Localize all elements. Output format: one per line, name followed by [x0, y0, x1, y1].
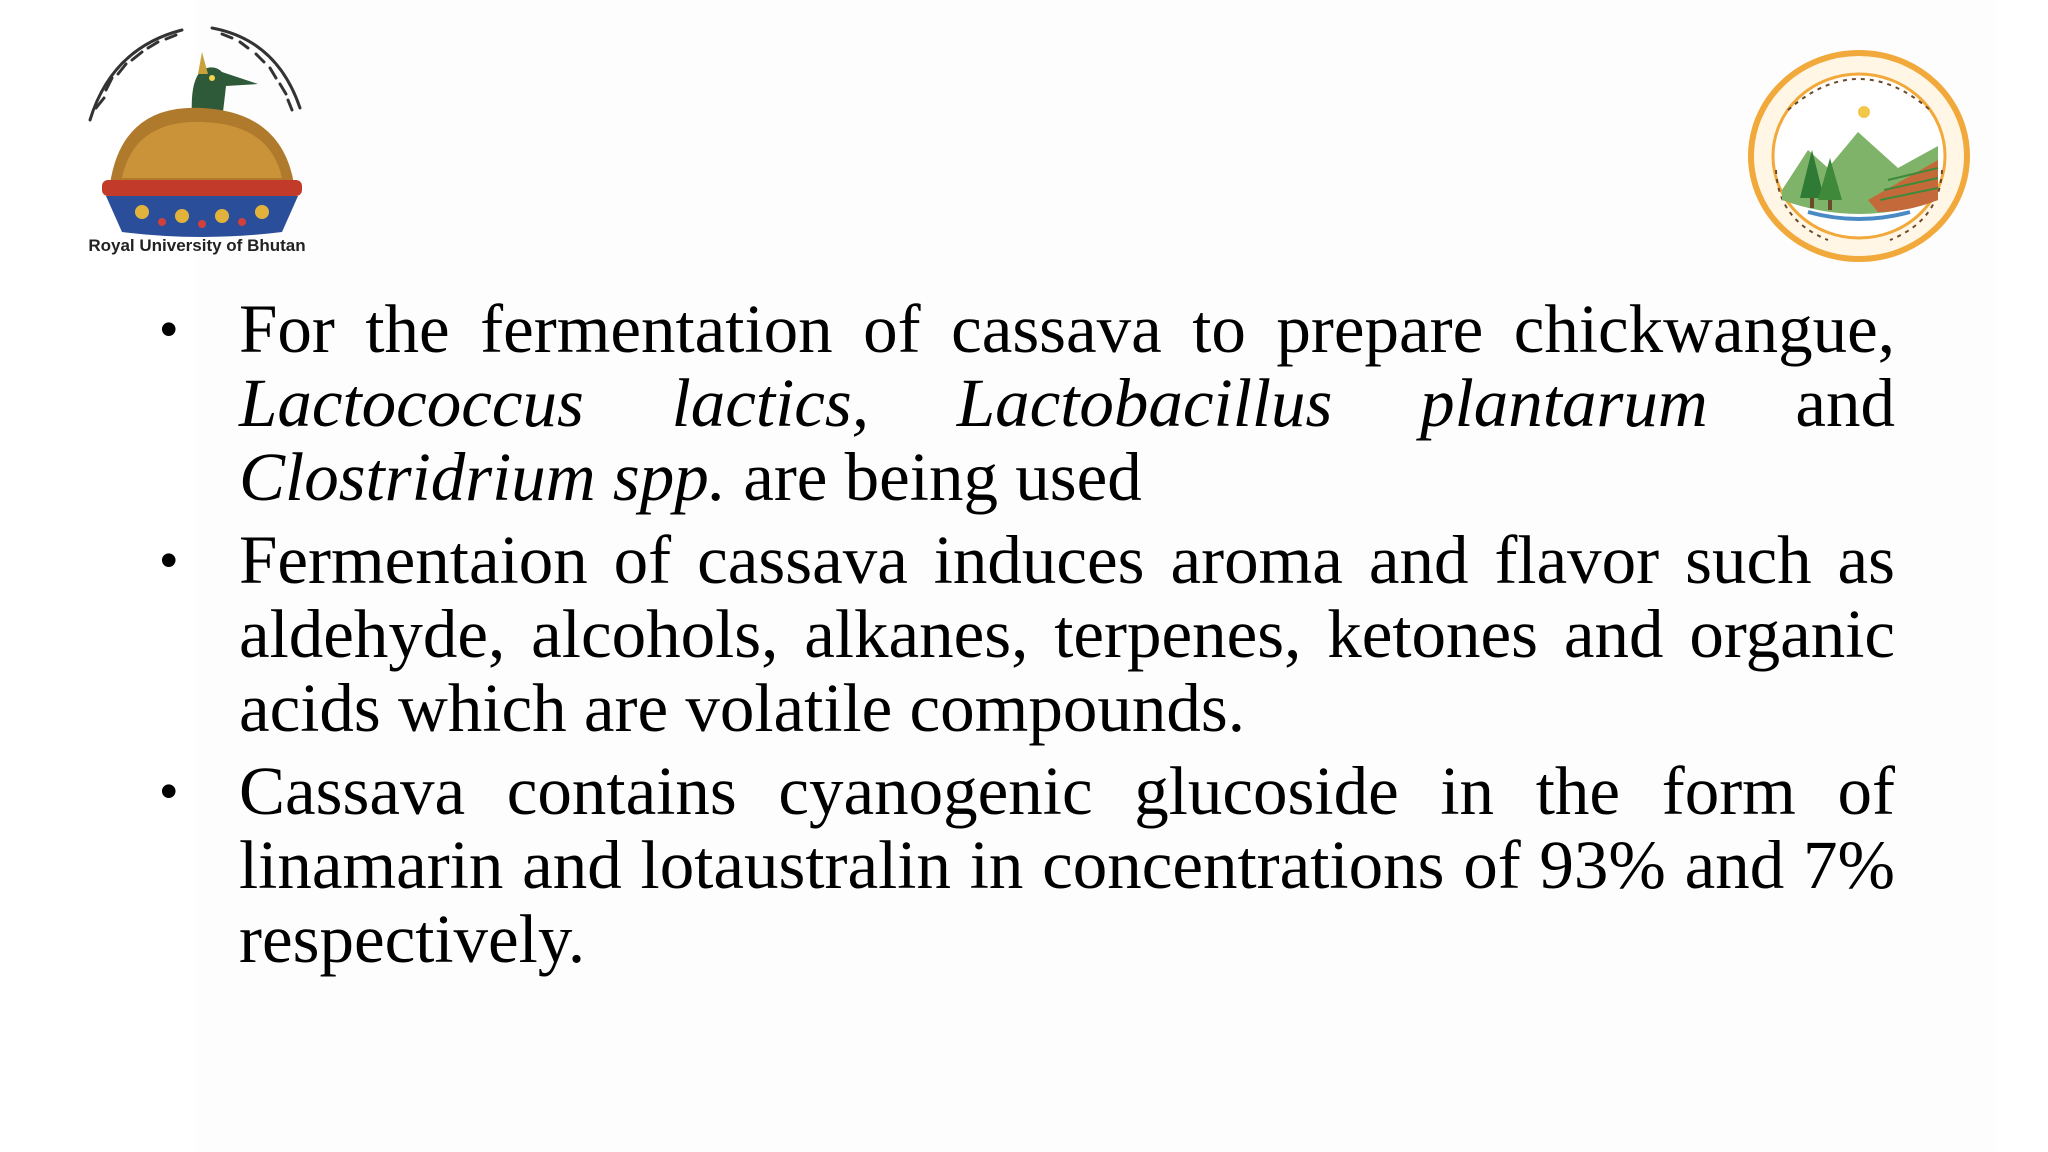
bullet-marker: •	[160, 532, 178, 588]
royal-university-of-bhutan-logo	[72, 8, 322, 260]
bullet-item-cyanogenic-glucoside	[160, 754, 1895, 976]
rub-caption: Royal University of Bhutan	[88, 236, 306, 255]
bullet-marker: •	[160, 763, 178, 819]
species-name: Lactococcus lactics,	[239, 365, 869, 441]
cnr-seal-icon	[1748, 50, 1970, 262]
college-of-natural-resources-seal	[1748, 50, 1970, 262]
rub-emblem-icon	[72, 8, 322, 238]
bullet-item-aroma-flavor	[160, 523, 1895, 745]
bullet-text: and	[1707, 365, 1896, 441]
bullet-text: Cassava contains cyanogenic glucoside in the form of linamarin and lotaustralin in concentrations of 93% and 7% respectively.	[239, 753, 1895, 977]
bullet-text: are being used	[725, 439, 1142, 515]
bullet-list	[160, 292, 1895, 985]
bullet-text: Fermentaion of cassava induces aroma and flavor such as aldehyde, alcohols, alkanes, terpenes, ketones and organic acids which are volatile compounds.	[239, 522, 1895, 746]
species-name: Clostridrium spp.	[239, 439, 726, 515]
bullet-text: For the fermentation of cassava to prepare chickwangue,	[239, 291, 1895, 367]
bullet-marker: •	[160, 301, 178, 357]
species-name: Lactobacillus plantarum	[956, 365, 1708, 441]
bullet-text	[869, 365, 957, 441]
bullet-item-fermentation-bacteria	[160, 292, 1895, 514]
